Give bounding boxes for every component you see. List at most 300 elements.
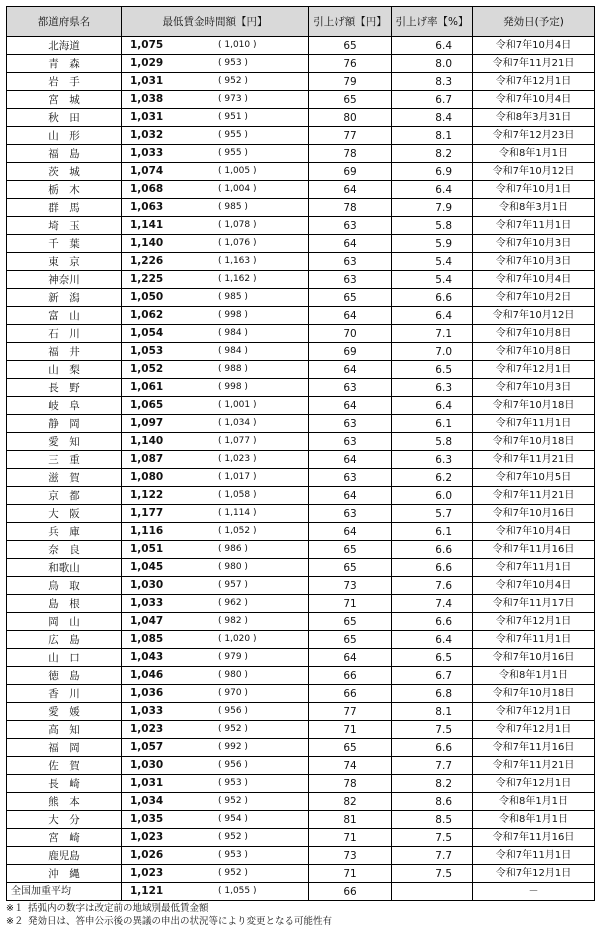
increase-cell: 65 xyxy=(309,631,392,649)
current-wage: 1,177 xyxy=(130,507,164,519)
previous-wage: ( 954 ) xyxy=(218,814,248,824)
wage-cell xyxy=(122,631,309,649)
wage-cell xyxy=(122,865,309,883)
wage-cell xyxy=(122,271,309,289)
rate-cell: 7.1 xyxy=(392,325,473,343)
prefecture-cell: 香 川 xyxy=(7,685,122,703)
prefecture-cell: 秋 田 xyxy=(7,109,122,127)
current-wage: 1,052 xyxy=(130,363,164,375)
table-row xyxy=(7,415,595,433)
wage-cell xyxy=(122,613,309,631)
increase-cell: 64 xyxy=(309,451,392,469)
current-wage: 1,046 xyxy=(130,669,164,681)
table-row xyxy=(7,505,595,523)
effective-date-cell: 令和7年11月21日 xyxy=(473,55,595,73)
increase-cell: 71 xyxy=(309,721,392,739)
rate-cell: 6.0 xyxy=(392,487,473,505)
wage-cell xyxy=(122,757,309,775)
rate-cell: 6.1 xyxy=(392,523,473,541)
wage-cell xyxy=(122,505,309,523)
header-wage: 最低賃金時間額【円】 xyxy=(122,7,309,37)
effective-date-cell: 令和7年10月18日 xyxy=(473,433,595,451)
rate-cell: 7.5 xyxy=(392,721,473,739)
previous-wage: ( 957 ) xyxy=(218,580,248,590)
effective-date-cell: 令和7年12月1日 xyxy=(473,865,595,883)
table-row xyxy=(7,325,595,343)
prefecture-cell: 静 岡 xyxy=(7,415,122,433)
wage-cell xyxy=(122,181,309,199)
increase-cell: 71 xyxy=(309,595,392,613)
current-wage: 1,033 xyxy=(130,705,164,717)
total-row xyxy=(7,883,595,901)
previous-wage: ( 956 ) xyxy=(218,706,248,716)
effective-date-cell: 令和7年11月17日 xyxy=(473,595,595,613)
increase-cell: 66 xyxy=(309,883,392,901)
current-wage: 1,065 xyxy=(130,399,164,411)
previous-wage: ( 979 ) xyxy=(218,652,248,662)
rate-cell: 5.4 xyxy=(392,271,473,289)
effective-date-cell: － xyxy=(473,883,595,901)
rate-cell xyxy=(392,883,473,901)
increase-cell: 65 xyxy=(309,559,392,577)
wage-cell xyxy=(122,361,309,379)
table-row xyxy=(7,649,595,667)
effective-date-cell: 令和7年10月8日 xyxy=(473,343,595,361)
increase-cell: 63 xyxy=(309,505,392,523)
effective-date-cell: 令和8年1月1日 xyxy=(473,667,595,685)
table-row xyxy=(7,289,595,307)
prefecture-cell: 栃 木 xyxy=(7,181,122,199)
rate-cell: 6.4 xyxy=(392,181,473,199)
wage-cell xyxy=(122,559,309,577)
rate-cell: 8.5 xyxy=(392,811,473,829)
wage-cell xyxy=(122,163,309,181)
current-wage: 1,122 xyxy=(130,489,164,501)
prefecture-cell: 大 阪 xyxy=(7,505,122,523)
wage-cell xyxy=(122,217,309,235)
effective-date-cell: 令和7年10月3日 xyxy=(473,379,595,397)
table-row xyxy=(7,631,595,649)
previous-wage: ( 985 ) xyxy=(218,202,248,212)
current-wage: 1,080 xyxy=(130,471,164,483)
table-row xyxy=(7,487,595,505)
previous-wage: ( 1,076 ) xyxy=(218,238,257,248)
previous-wage: ( 952 ) xyxy=(218,796,248,806)
prefecture-cell: 熊 本 xyxy=(7,793,122,811)
increase-cell: 66 xyxy=(309,667,392,685)
previous-wage: ( 970 ) xyxy=(218,688,248,698)
previous-wage: ( 1,114 ) xyxy=(218,508,257,518)
wage-cell xyxy=(122,55,309,73)
previous-wage: ( 1,052 ) xyxy=(218,526,257,536)
effective-date-cell: 令和8年1月1日 xyxy=(473,811,595,829)
rate-cell: 8.2 xyxy=(392,145,473,163)
current-wage: 1,097 xyxy=(130,417,164,429)
current-wage: 1,031 xyxy=(130,777,164,789)
prefecture-cell: 岡 山 xyxy=(7,613,122,631)
increase-cell: 77 xyxy=(309,127,392,145)
wage-cell xyxy=(122,793,309,811)
table-row xyxy=(7,37,595,55)
current-wage: 1,033 xyxy=(130,597,164,609)
prefecture-cell: 鹿児島 xyxy=(7,847,122,865)
previous-wage: ( 992 ) xyxy=(218,742,248,752)
rate-cell: 6.5 xyxy=(392,361,473,379)
effective-date-cell: 令和7年10月4日 xyxy=(473,271,595,289)
increase-cell: 79 xyxy=(309,73,392,91)
prefecture-cell: 山 梨 xyxy=(7,361,122,379)
table-row xyxy=(7,613,595,631)
previous-wage: ( 962 ) xyxy=(218,598,248,608)
prefecture-cell: 福 島 xyxy=(7,145,122,163)
increase-cell: 71 xyxy=(309,865,392,883)
table-row xyxy=(7,721,595,739)
effective-date-cell: 令和7年10月4日 xyxy=(473,37,595,55)
current-wage: 1,063 xyxy=(130,201,164,213)
prefecture-cell: 新 潟 xyxy=(7,289,122,307)
increase-cell: 74 xyxy=(309,757,392,775)
rate-cell: 8.4 xyxy=(392,109,473,127)
rate-cell: 8.1 xyxy=(392,703,473,721)
effective-date-cell: 令和7年10月4日 xyxy=(473,91,595,109)
prefecture-cell: 岩 手 xyxy=(7,73,122,91)
wage-cell xyxy=(122,433,309,451)
previous-wage: ( 1,055 ) xyxy=(218,886,257,896)
increase-cell: 77 xyxy=(309,703,392,721)
wage-cell xyxy=(122,523,309,541)
previous-wage: ( 1,163 ) xyxy=(218,256,257,266)
prefecture-cell: 青 森 xyxy=(7,55,122,73)
rate-cell: 8.2 xyxy=(392,775,473,793)
prefecture-cell: 京 都 xyxy=(7,487,122,505)
table-row xyxy=(7,343,595,361)
table-row xyxy=(7,253,595,271)
increase-cell: 64 xyxy=(309,523,392,541)
rate-cell: 7.4 xyxy=(392,595,473,613)
effective-date-cell: 令和7年10月5日 xyxy=(473,469,595,487)
footnote-mark: ※２ xyxy=(6,916,24,927)
table-row xyxy=(7,775,595,793)
table-row xyxy=(7,685,595,703)
table-row xyxy=(7,271,595,289)
previous-wage: ( 952 ) xyxy=(218,832,248,842)
current-wage: 1,030 xyxy=(130,759,164,771)
wage-cell xyxy=(122,73,309,91)
header-prefecture: 都道府県名 xyxy=(7,7,122,37)
current-wage: 1,087 xyxy=(130,453,164,465)
table-row xyxy=(7,541,595,559)
increase-cell: 64 xyxy=(309,649,392,667)
table-row xyxy=(7,739,595,757)
prefecture-cell: 埼 玉 xyxy=(7,217,122,235)
table-row xyxy=(7,379,595,397)
effective-date-cell: 令和7年12月23日 xyxy=(473,127,595,145)
previous-wage: ( 1,034 ) xyxy=(218,418,257,428)
effective-date-cell: 令和7年11月21日 xyxy=(473,757,595,775)
current-wage: 1,047 xyxy=(130,615,164,627)
footnote-text: 発効日は、答申公示後の異議の申出の状況等により変更となる可能性有 xyxy=(28,916,333,927)
wage-cell xyxy=(122,289,309,307)
increase-cell: 82 xyxy=(309,793,392,811)
effective-date-cell: 令和7年10月16日 xyxy=(473,505,595,523)
effective-date-cell: 令和7年10月12日 xyxy=(473,163,595,181)
increase-cell: 64 xyxy=(309,487,392,505)
current-wage: 1,053 xyxy=(130,345,164,357)
rate-cell: 6.5 xyxy=(392,649,473,667)
current-wage: 1,032 xyxy=(130,129,164,141)
table-row xyxy=(7,307,595,325)
prefecture-cell: 島 根 xyxy=(7,595,122,613)
total-label: 全国加重平均 xyxy=(7,883,122,901)
increase-cell: 65 xyxy=(309,91,392,109)
effective-date-cell: 令和8年1月1日 xyxy=(473,793,595,811)
effective-date-cell: 令和7年10月3日 xyxy=(473,253,595,271)
increase-cell: 66 xyxy=(309,685,392,703)
wage-cell xyxy=(122,721,309,739)
wage-cell xyxy=(122,397,309,415)
footnotes xyxy=(6,902,595,928)
effective-date-cell: 令和7年11月1日 xyxy=(473,847,595,865)
current-wage: 1,045 xyxy=(130,561,164,573)
table-row xyxy=(7,91,595,109)
current-wage: 1,031 xyxy=(130,111,164,123)
increase-cell: 78 xyxy=(309,145,392,163)
current-wage: 1,035 xyxy=(130,813,164,825)
wage-cell xyxy=(122,307,309,325)
wage-cell xyxy=(122,739,309,757)
previous-wage: ( 973 ) xyxy=(218,94,248,104)
current-wage: 1,226 xyxy=(130,255,164,267)
table-row xyxy=(7,523,595,541)
current-wage: 1,068 xyxy=(130,183,164,195)
prefecture-cell: 福 岡 xyxy=(7,739,122,757)
current-wage: 1,034 xyxy=(130,795,164,807)
previous-wage: ( 984 ) xyxy=(218,328,248,338)
wage-cell xyxy=(122,649,309,667)
previous-wage: ( 1,001 ) xyxy=(218,400,257,410)
table-body xyxy=(7,37,595,901)
prefecture-cell: 茨 城 xyxy=(7,163,122,181)
prefecture-cell: 広 島 xyxy=(7,631,122,649)
rate-cell: 7.5 xyxy=(392,829,473,847)
current-wage: 1,140 xyxy=(130,237,164,249)
table-row xyxy=(7,127,595,145)
wage-cell xyxy=(122,883,309,901)
current-wage: 1,029 xyxy=(130,57,164,69)
prefecture-cell: 宮 城 xyxy=(7,91,122,109)
prefecture-cell: 兵 庫 xyxy=(7,523,122,541)
prefecture-cell: 岐 阜 xyxy=(7,397,122,415)
current-wage: 1,141 xyxy=(130,219,164,231)
effective-date-cell: 令和7年11月1日 xyxy=(473,415,595,433)
table-row xyxy=(7,847,595,865)
wage-cell xyxy=(122,37,309,55)
previous-wage: ( 952 ) xyxy=(218,868,248,878)
wage-cell xyxy=(122,595,309,613)
wage-cell xyxy=(122,253,309,271)
previous-wage: ( 998 ) xyxy=(218,382,248,392)
rate-cell: 6.4 xyxy=(392,307,473,325)
current-wage: 1,225 xyxy=(130,273,164,285)
previous-wage: ( 986 ) xyxy=(218,544,248,554)
wage-cell xyxy=(122,847,309,865)
rate-cell: 6.6 xyxy=(392,541,473,559)
wage-cell xyxy=(122,127,309,145)
table-row xyxy=(7,595,595,613)
table-row xyxy=(7,109,595,127)
prefecture-cell: 宮 崎 xyxy=(7,829,122,847)
wage-cell xyxy=(122,235,309,253)
wage-cell xyxy=(122,829,309,847)
increase-cell: 81 xyxy=(309,811,392,829)
prefecture-cell: 愛 媛 xyxy=(7,703,122,721)
increase-cell: 78 xyxy=(309,775,392,793)
wage-cell xyxy=(122,109,309,127)
effective-date-cell: 令和7年10月4日 xyxy=(473,577,595,595)
rate-cell: 6.7 xyxy=(392,667,473,685)
footnote-mark: ※１ xyxy=(6,903,24,914)
current-wage: 1,074 xyxy=(130,165,164,177)
prefecture-cell: 鳥 取 xyxy=(7,577,122,595)
footnote xyxy=(6,915,595,928)
prefecture-cell: 滋 賀 xyxy=(7,469,122,487)
increase-cell: 80 xyxy=(309,109,392,127)
prefecture-cell: 高 知 xyxy=(7,721,122,739)
previous-wage: ( 1,005 ) xyxy=(218,166,257,176)
table-row xyxy=(7,235,595,253)
wage-cell xyxy=(122,541,309,559)
table-row xyxy=(7,811,595,829)
rate-cell: 6.6 xyxy=(392,559,473,577)
table-row xyxy=(7,433,595,451)
effective-date-cell: 令和7年11月16日 xyxy=(473,829,595,847)
increase-cell: 63 xyxy=(309,433,392,451)
rate-cell: 8.0 xyxy=(392,55,473,73)
rate-cell: 7.7 xyxy=(392,757,473,775)
rate-cell: 5.7 xyxy=(392,505,473,523)
increase-cell: 76 xyxy=(309,55,392,73)
effective-date-cell: 令和7年11月16日 xyxy=(473,541,595,559)
effective-date-cell: 令和7年10月2日 xyxy=(473,289,595,307)
rate-cell: 6.9 xyxy=(392,163,473,181)
rate-cell: 7.9 xyxy=(392,199,473,217)
previous-wage: ( 1,010 ) xyxy=(218,40,257,50)
effective-date-cell: 令和8年3月1日 xyxy=(473,199,595,217)
previous-wage: ( 998 ) xyxy=(218,310,248,320)
wage-cell xyxy=(122,469,309,487)
wage-cell xyxy=(122,199,309,217)
effective-date-cell: 令和7年10月8日 xyxy=(473,325,595,343)
previous-wage: ( 1,078 ) xyxy=(218,220,257,230)
rate-cell: 8.1 xyxy=(392,127,473,145)
effective-date-cell: 令和7年11月21日 xyxy=(473,451,595,469)
table-header-row xyxy=(7,7,595,37)
increase-cell: 63 xyxy=(309,469,392,487)
table-row xyxy=(7,397,595,415)
current-wage: 1,043 xyxy=(130,651,164,663)
effective-date-cell: 令和7年10月12日 xyxy=(473,307,595,325)
rate-cell: 6.1 xyxy=(392,415,473,433)
table-row xyxy=(7,361,595,379)
effective-date-cell: 令和7年12月1日 xyxy=(473,721,595,739)
prefecture-cell: 沖 縄 xyxy=(7,865,122,883)
rate-cell: 8.6 xyxy=(392,793,473,811)
increase-cell: 78 xyxy=(309,199,392,217)
table-row xyxy=(7,73,595,91)
rate-cell: 6.2 xyxy=(392,469,473,487)
current-wage: 1,026 xyxy=(130,849,164,861)
effective-date-cell: 令和7年12月1日 xyxy=(473,703,595,721)
header-effective-date: 発効日(予定) xyxy=(473,7,595,37)
effective-date-cell: 令和7年10月18日 xyxy=(473,685,595,703)
table-row xyxy=(7,55,595,73)
increase-cell: 65 xyxy=(309,37,392,55)
footnote xyxy=(6,902,595,915)
rate-cell: 7.0 xyxy=(392,343,473,361)
rate-cell: 6.8 xyxy=(392,685,473,703)
wage-cell xyxy=(122,145,309,163)
current-wage: 1,054 xyxy=(130,327,164,339)
increase-cell: 63 xyxy=(309,415,392,433)
previous-wage: ( 953 ) xyxy=(218,850,248,860)
table-row xyxy=(7,757,595,775)
prefecture-cell: 千 葉 xyxy=(7,235,122,253)
effective-date-cell: 令和7年12月1日 xyxy=(473,775,595,793)
wage-cell xyxy=(122,811,309,829)
current-wage: 1,121 xyxy=(130,885,164,897)
wage-cell xyxy=(122,685,309,703)
current-wage: 1,140 xyxy=(130,435,164,447)
table-row xyxy=(7,451,595,469)
previous-wage: ( 1,058 ) xyxy=(218,490,257,500)
previous-wage: ( 1,017 ) xyxy=(218,472,257,482)
previous-wage: ( 980 ) xyxy=(218,562,248,572)
increase-cell: 65 xyxy=(309,541,392,559)
prefecture-cell: 佐 賀 xyxy=(7,757,122,775)
current-wage: 1,061 xyxy=(130,381,164,393)
effective-date-cell: 令和7年11月21日 xyxy=(473,487,595,505)
increase-cell: 70 xyxy=(309,325,392,343)
effective-date-cell: 令和8年1月1日 xyxy=(473,145,595,163)
table-row xyxy=(7,577,595,595)
prefecture-cell: 徳 島 xyxy=(7,667,122,685)
previous-wage: ( 955 ) xyxy=(218,130,248,140)
rate-cell: 6.3 xyxy=(392,379,473,397)
rate-cell: 7.6 xyxy=(392,577,473,595)
rate-cell: 6.6 xyxy=(392,289,473,307)
prefecture-cell: 富 山 xyxy=(7,307,122,325)
effective-date-cell: 令和7年12月1日 xyxy=(473,613,595,631)
increase-cell: 71 xyxy=(309,829,392,847)
table-row xyxy=(7,559,595,577)
effective-date-cell: 令和8年3月31日 xyxy=(473,109,595,127)
minimum-wage-table xyxy=(6,6,595,901)
effective-date-cell: 令和7年11月1日 xyxy=(473,631,595,649)
wage-cell xyxy=(122,325,309,343)
previous-wage: ( 952 ) xyxy=(218,76,248,86)
previous-wage: ( 1,077 ) xyxy=(218,436,257,446)
rate-cell: 6.7 xyxy=(392,91,473,109)
current-wage: 1,085 xyxy=(130,633,164,645)
previous-wage: ( 985 ) xyxy=(218,292,248,302)
rate-cell: 5.8 xyxy=(392,217,473,235)
header-increase: 引上げ額【円】 xyxy=(309,7,392,37)
increase-cell: 64 xyxy=(309,361,392,379)
rate-cell: 5.8 xyxy=(392,433,473,451)
current-wage: 1,075 xyxy=(130,39,164,51)
effective-date-cell: 令和7年10月1日 xyxy=(473,181,595,199)
current-wage: 1,033 xyxy=(130,147,164,159)
